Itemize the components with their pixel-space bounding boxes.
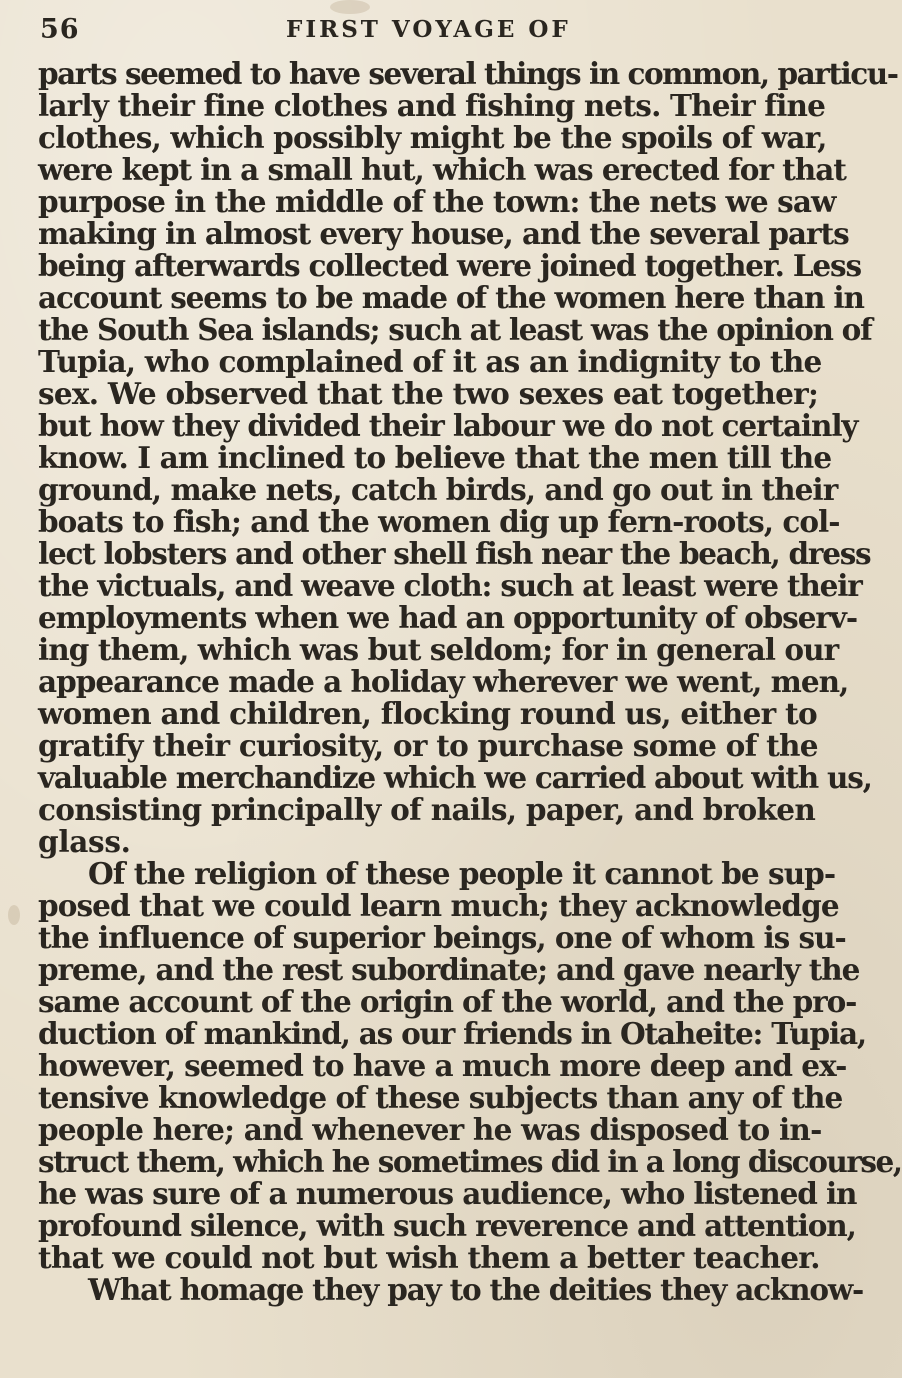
text-line: ground, make nets, catch birds, and go out in their — [38, 472, 838, 507]
text-line: the influence of superior beings, one of whom is su- — [38, 920, 846, 955]
running-head — [38, 4, 770, 50]
body-text — [38, 56, 902, 1307]
text-line: but how they divided their labour we do not certainly — [38, 408, 858, 443]
text-line: posed that we could learn much; they acknowledge — [38, 888, 839, 923]
text-line: that we could not but wish them a better teacher. — [38, 1240, 820, 1275]
text-line: gratify their curiosity, or to purchase some of the — [38, 728, 818, 763]
text-line: profound silence, with such reverence and attention, — [38, 1208, 856, 1243]
text-line: tensive knowledge of these subjects than any of the — [38, 1080, 843, 1115]
paragraph-start-line: Of the religion of these people it cannot be sup- — [88, 856, 836, 891]
text-line: purpose in the middle of the town: the nets we saw — [38, 184, 836, 219]
text-line: preme, and the rest subordinate; and gave nearly the — [38, 952, 860, 987]
text-line: consisting principally of nails, paper, and broken — [38, 792, 816, 827]
text-line: employments when we had an opportunity of observ- — [38, 600, 857, 635]
text-line: larly their fine clothes and fishing nets. Their fine — [38, 88, 826, 123]
running-title: FIRST VOYAGE OF — [286, 16, 571, 43]
text-line: the victuals, and weave cloth: such at least were their — [38, 568, 862, 603]
text-line: duction of mankind, as our friends in Otaheite: Tupia, — [38, 1016, 866, 1051]
text-line: people here; and whenever he was disposed to in- — [38, 1112, 822, 1147]
text-line: the South Sea islands; such at least was the opinion of — [38, 312, 872, 347]
text-line: struct them, which he sometimes did in a long discourse, — [38, 1144, 902, 1179]
text-line: ing them, which was but seldom; for in general our — [38, 632, 839, 667]
text-line: Tupia, who complained of it as an indignity to the — [38, 344, 822, 379]
paper-stain — [8, 905, 20, 925]
text-line: parts seemed to have several things in common, particu- — [38, 56, 898, 91]
text-line: clothes, which possibly might be the spoils of war, — [38, 120, 827, 155]
text-line: same account of the origin of the world, and the pro- — [38, 984, 857, 1019]
text-line: however, seemed to have a much more deep and ex- — [38, 1048, 847, 1083]
text-line: he was sure of a numerous audience, who listened in — [38, 1176, 857, 1211]
text-line: sex. We observed that the two sexes eat together; — [38, 376, 819, 411]
text-line: account seems to be made of the women here than in — [38, 280, 864, 315]
text-line: were kept in a small hut, which was erected for that — [38, 152, 846, 187]
text-line: making in almost every house, and the several parts — [38, 216, 849, 251]
page-number: 56 — [40, 14, 80, 45]
text-line: boats to fish; and the women dig up fern-roots, col- — [38, 504, 840, 539]
text-line: being afterwards collected were joined together. Less — [38, 248, 861, 283]
text-line: appearance made a holiday wherever we went, men, — [38, 664, 849, 699]
text-line: glass. — [38, 824, 131, 859]
paragraph-start-line: What homage they pay to the deities they acknow- — [88, 1272, 864, 1307]
text-line: know. I am inclined to believe that the men till the — [38, 440, 832, 475]
text-line: lect lobsters and other shell fish near the beach, dress — [38, 536, 871, 571]
text-line: valuable merchandize which we carried about with us, — [38, 760, 872, 795]
text-line: women and children, flocking round us, either to — [38, 696, 817, 731]
